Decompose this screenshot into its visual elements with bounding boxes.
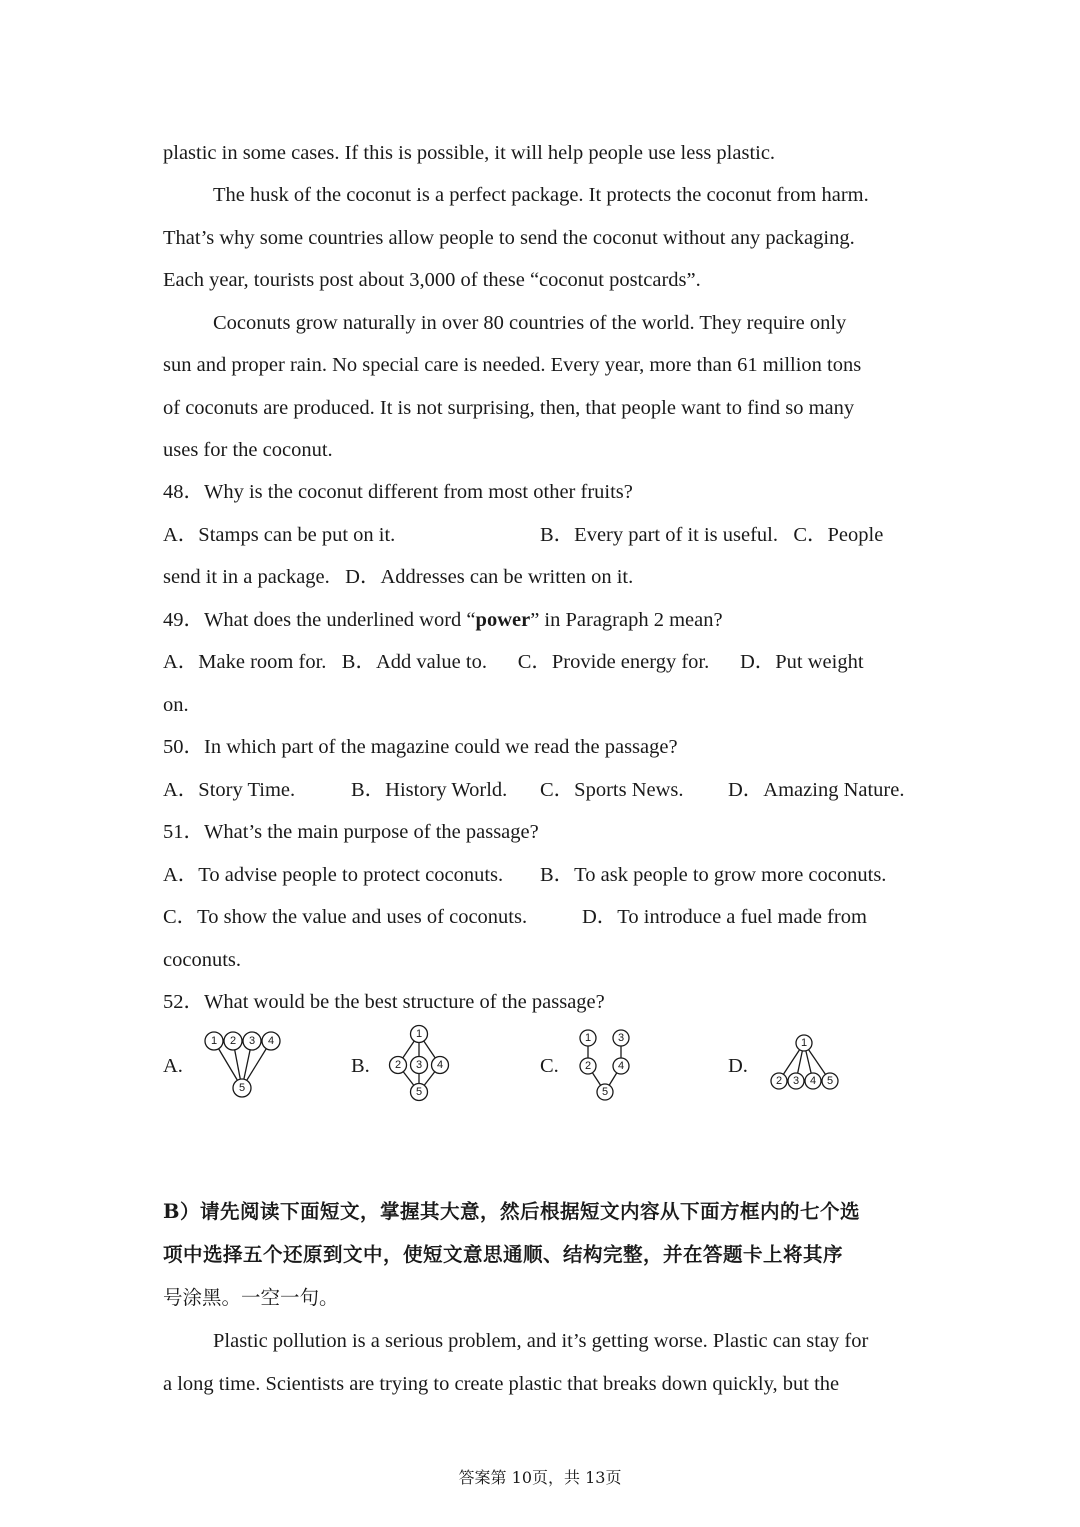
- q48-options-line2: send it in a package. D．Addresses can be written on it.: [163, 566, 634, 588]
- passage-line: a long time. Scientists are trying to create plastic that breaks down quickly, but the: [163, 1373, 840, 1395]
- q51-option-a: A．To advise people to protect coconuts.: [163, 864, 504, 886]
- section-b-instruction: 项中选择五个还原到文中，使短文意思通顺、结构完整，并在答题卡上将其序: [163, 1243, 844, 1266]
- q49-stem-post: ” in Paragraph 2 mean?: [530, 609, 723, 631]
- q52-diagram-a: [200, 1028, 292, 1107]
- section-b-instruction: 号涂黑。一空一句。: [163, 1286, 339, 1309]
- question-48-stem: 48．Why is the coconut different from most other fruits?: [163, 481, 633, 503]
- node-label: 2: [229, 1035, 237, 1047]
- q52-option-c-label: C.: [540, 1055, 559, 1077]
- node-label: 4: [436, 1059, 444, 1071]
- node-label: 4: [617, 1060, 625, 1072]
- q52-option-a-label: A.: [163, 1055, 183, 1077]
- passage-line: Coconuts grow naturally in over 80 countries of the world. They require only: [213, 312, 847, 334]
- question-51-stem: 51．What’s the main purpose of the passage?: [163, 821, 539, 843]
- node-label: 5: [601, 1086, 609, 1098]
- node-label: 4: [809, 1075, 817, 1087]
- question-49-stem: [163, 608, 723, 632]
- q49-underlined-word: power: [475, 609, 531, 631]
- q52-diagram-c: [574, 1026, 636, 1109]
- node-label: 5: [826, 1075, 834, 1087]
- q49-stem-pre: 49．What does the underlined word “: [163, 609, 476, 631]
- q51-option-c: C．To show the value and uses of coconuts.: [163, 906, 528, 928]
- node-label: 3: [792, 1075, 800, 1087]
- q50-option-d: D．Amazing Nature.: [728, 779, 905, 801]
- question-50-stem: 50．In which part of the magazine could we read the passage?: [163, 736, 678, 758]
- passage-line: of coconuts are produced. It is not surprising, then, that people want to find so many: [163, 397, 855, 419]
- node-label: 3: [248, 1035, 256, 1047]
- node-label: 1: [415, 1028, 423, 1040]
- q48-option-a: A．Stamps can be put on it.: [163, 524, 396, 546]
- q50-option-a: A．Story Time.: [163, 779, 296, 801]
- node-label: 2: [775, 1075, 783, 1087]
- q52-diagram-d: [764, 1031, 844, 1100]
- passage-line: plastic in some cases. If this is possible, it will help people use less plastic.: [163, 142, 776, 164]
- q50-option-c: C．Sports News.: [540, 779, 684, 801]
- q49-options-line1: A．Make room for. B．Add value to. C．Provide energy for. D．Put weight: [163, 651, 864, 673]
- node-label: 3: [617, 1032, 625, 1044]
- passage-line: Plastic pollution is a serious problem, and it’s getting worse. Plastic can stay for: [213, 1330, 869, 1352]
- passage-line: sun and proper rain. No special care is needed. Every year, more than 61 million tons: [163, 354, 862, 376]
- node-label: 1: [210, 1035, 218, 1047]
- node-label: 1: [800, 1037, 808, 1049]
- node-label: 2: [394, 1059, 402, 1071]
- q52-diagram-b: [385, 1022, 455, 1109]
- q51-option-b: B．To ask people to grow more coconuts.: [540, 864, 887, 886]
- passage-line: uses for the coconut.: [163, 439, 333, 461]
- q48-options-bc: B．Every part of it is useful. C．People: [540, 524, 884, 546]
- q49-options-line2: on.: [163, 694, 189, 716]
- node-label: 4: [267, 1035, 275, 1047]
- node-label: 1: [584, 1032, 592, 1044]
- node-label: 2: [584, 1060, 592, 1072]
- node-label: 5: [238, 1082, 246, 1094]
- node-label: 5: [415, 1086, 423, 1098]
- q51-option-d-cont: coconuts.: [163, 949, 241, 971]
- q51-option-d: D．To introduce a fuel made from: [582, 906, 867, 928]
- q52-option-d-label: D.: [728, 1055, 748, 1077]
- page-footer: 答案第 10页，共 13页: [458, 1468, 622, 1487]
- question-52-stem: 52．What would be the best structure of the passage?: [163, 991, 605, 1013]
- passage-line: Each year, tourists post about 3,000 of these “coconut postcards”.: [163, 269, 701, 291]
- passage-line: That’s why some countries allow people to send the coconut without any packaging.: [163, 227, 855, 249]
- q52-option-b-label: B.: [351, 1055, 370, 1077]
- node-label: 3: [415, 1059, 423, 1071]
- passage-line: The husk of the coconut is a perfect package. It protects the coconut from harm.: [213, 184, 869, 206]
- q50-option-b: B．History World.: [351, 779, 508, 801]
- section-b-instruction: B）请先阅读下面短文，掌握其大意，然后根据短文内容从下面方框内的七个选: [163, 1200, 860, 1223]
